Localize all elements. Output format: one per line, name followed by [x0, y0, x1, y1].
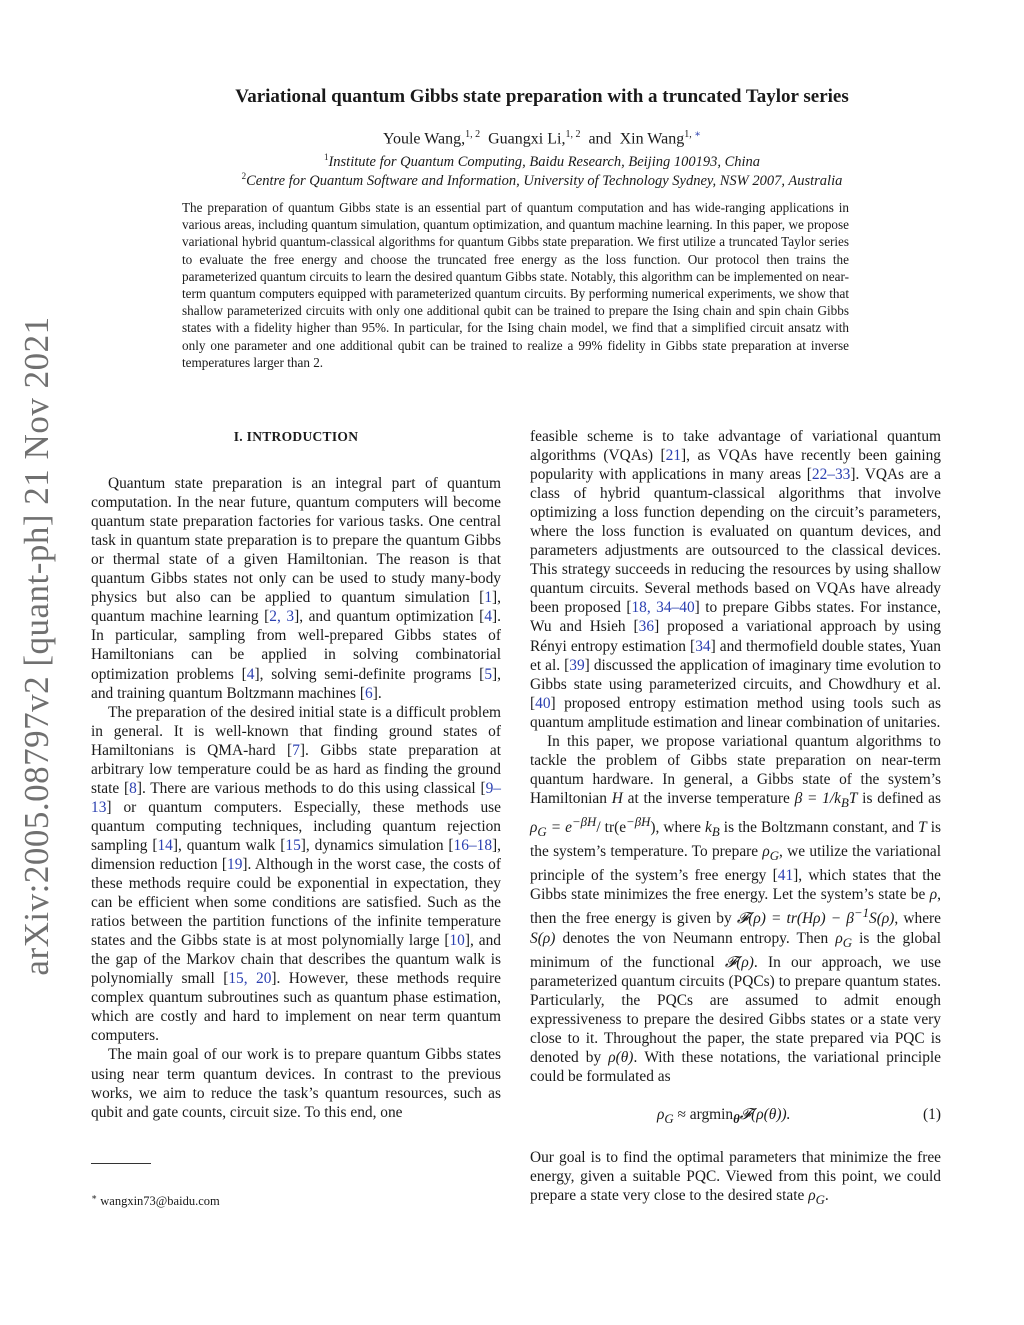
citation-link[interactable]: 10	[449, 932, 465, 950]
abstract: The preparation of quantum Gibbs state is an essential part of quantum computation and has wide-ranging applications in various areas, including quantum simulation, quantum optimization, and quantum machine learning. In this paper, we propose variational hybrid quantum-classical algorithms for quantum Gibbs state preparation. We first utilize a truncated Taylor series to evaluate the free energy and choose the truncated free energy as the loss function. Our protocol then trains the parameterized quantum circuits to learn the desired quantum Gibbs state. Notably, this algorithm can be implemented on near-term quantum computers equipped with parameterized quantum circuits. By performing numerical experiments, we show that shallow parameterized circuits with only one additional qubit can be trained to prepare the Ising chain and spin chain Gibbs states with a fidelity higher than 95%. In particular, for the Ising chain model, we find that a simplified circuit ansatz with only one parameter and one additional qubit can be trained to realize a 99% fidelity in Gibbs state preparation at inverse temperatures larger than 2.	[182, 200, 849, 370]
footnote-divider	[91, 1163, 151, 1164]
citation-link[interactable]: 15	[285, 836, 301, 854]
citation-link[interactable]: 4	[246, 665, 255, 683]
citation-link[interactable]: 34	[695, 637, 711, 655]
corresponding-author-link[interactable]: ∗	[694, 129, 701, 140]
citation-link[interactable]: 15, 20	[228, 970, 272, 988]
citation-link[interactable]: 6	[364, 684, 373, 702]
paper-title: Variational quantum Gibbs state preparation with a truncated Taylor series	[235, 86, 849, 107]
citation-link[interactable]: 18, 34–40	[631, 599, 695, 617]
affiliation	[60, 171, 1024, 190]
equation	[530, 1092, 941, 1144]
author-name: Youle Wang,	[382, 130, 466, 148]
author-name: Xin Wang	[619, 130, 685, 148]
citation-link[interactable]: 4	[484, 608, 493, 626]
arxiv-identifier: arXiv:2005.08797v2 [quant-ph] 21 Nov 2021	[17, 316, 56, 976]
affiliation-mark: 2	[241, 171, 247, 181]
author-affiliation-mark: 1, 2	[565, 129, 581, 140]
author-list	[60, 129, 1024, 148]
affiliation-text: Institute for Quantum Computing, Baidu Research, Beijing 100193, China	[328, 153, 761, 170]
author-name: Guangxi Li,	[488, 130, 566, 148]
footnote-mark: ∗	[91, 1192, 98, 1202]
citation-link[interactable]: 39	[569, 656, 585, 674]
footnote	[91, 1192, 220, 1209]
paragraph: feasible scheme is to take advantage of variational quantum algorithms (VQAs) [21], as VQAs have recently been gaining popularity with applications in many areas [22–33]. VQAs are a class of hybrid quantum-classical algorithms that involve optimizing a loss function depending on the circuit’s parameters, where the loss function is evaluated on quantum devices, and parameters adjustments are outsourced to the classical devices. This strategy succeeds in reducing the resources by using shallow quantum circuits. Several methods based on VQAs have already been proposed [18, 34–40] to prepare Gibbs states. For instance, Wu and Hsieh [36] proposed a variational approach by using Rényi entropy estimation [34] and thermofield double states, Yuan et al. [39] discussed the application of imaginary time evolution to Gibbs state using parameterized circuits, and Chowdhury et al. [40] proposed entropy estimation method using tools such as quantum amplitude estimation and linear combination of unitaries.	[530, 428, 941, 731]
citation-link[interactable]: 36	[638, 618, 655, 636]
author-affiliation-mark: 1, 2	[465, 129, 481, 140]
right-column	[530, 427, 941, 1210]
citation-link[interactable]: 16–18	[453, 836, 493, 854]
citation-link[interactable]: 19	[227, 855, 243, 873]
citation-link[interactable]: 41	[777, 867, 794, 885]
paragraph: The main goal of our work is to prepare quantum Gibbs states using near term quantum devices. In contrast to the previous works, we aim to reduce the task’s quantum resources, such as qubit and gate counts, circuit size. To this end, one	[91, 1046, 501, 1121]
citation-link[interactable]: 40	[535, 694, 551, 712]
citation-link[interactable]: 14	[157, 836, 173, 854]
citation-link[interactable]: 9–13	[91, 779, 501, 816]
citation-link[interactable]: 1	[484, 589, 493, 607]
section-heading: I. INTRODUCTION	[233, 429, 359, 444]
paragraph: Our goal is to find the optimal parameters that minimize the free energy, given a suitable PQC. Viewed from this point, we could prepare a state very close to the desired state $\rho_G$.	[530, 1149, 941, 1208]
paragraph: In this paper, we propose variational quantum algorithms to tackle the problem of Gibbs state preparation on near-term quantum hardware. In general, a Gibbs state of the system’s Hamiltonian H at the inverse temperature $\beta = 1/k_BT$ is defined as $\rho_G = e^{-\beta H}/$ $tr(e^{-\beta H})$, where $k_B$ is the Boltzmann constant, and T is the system’s temperature. To prepare $\rho_G$, we utilize the variational principle of the system’s free energy [41], which states that the Gibbs state minimizes the free energy. Let the system’s state be ρ, then the free energy is given by 𝓕(ρ) = $tr(H\rho) - \beta^{-1}S(\rho)$, where S(ρ) denotes the von Neumann entropy. Then $\rho_G$ is the global minimum of the functional 𝓕(ρ). In our approach, we use parameterized quantum circuits (PQCs) to prepare quantum states. Particularly, the PQCs are assumed to admit enough expressiveness to prepare the desired Gibbs states or a state very close to it. Throughout the paper, the state prepared via PQC is denoted by ρ(θ). With these notations, the variational principle could be formulated as	[530, 732, 942, 1086]
email-link[interactable]: wangxin73@baidu.com	[100, 1194, 220, 1209]
citation-link[interactable]: 2, 3	[269, 608, 295, 626]
citation-link[interactable]: 22–33	[811, 466, 851, 484]
affiliation-mark: 1	[323, 152, 329, 162]
arxiv-sidebar	[14, 316, 60, 976]
author-conjunction: and	[588, 130, 612, 148]
equation-body: $\rho_G$ ≈ argmin$_\theta$𝓕(ρ(θ)).	[657, 1106, 791, 1127]
paragraph: The preparation of the desired initial state is a difficult problem in general. It is well-known that finding ground states of Hamiltonians is QMA-hard [7]. Gibbs state preparation at arbitrary low temperature could be as hard as finding the ground state [8]. There are various methods to do this using classical [9–13] or quantum computers. Especially, these methods use quantum computing techniques, including quantum rejection sampling [14], quantum walk [15], dynamics simulation [16–18], dimension reduction [19]. Although in the worst case, the costs of these methods require could be exponential in expectation, they can be efficient when some conditions are satisfied. Such as the ratios between the partition functions of the infinite temperature states and the Gibbs state is at most polynomially large [10], and the gap of the Markov chain that describes the quantum walk is polynomially small [15, 20]. However, these methods require complex quantum subroutines such as quantum phase estimation, which are costly and hard to implement on near term quantum computers.	[91, 703, 502, 1045]
affiliation-text: Centre for Quantum Software and Information, University of Technology Sydney, NSW 2007, Australia	[246, 172, 843, 189]
paragraph: Quantum state preparation is an integral part of quantum computation. In the near future, quantum computers will become quantum state preparation factories for various tasks. One central task in quantum state preparation is to prepare the quantum Gibbs or thermal state of a given Hamiltonian. The reason is that quantum Gibbs states not only can be used to study many-body physics but also can be applied to quantum simulation [1], quantum machine learning [2, 3], and quantum optimization [4]. In particular, sampling from well-prepared Gibbs states of Hamiltonians can be applied in solving combinatorial optimization problems [4], solving semi-definite programs [5], and training quantum Boltzmann machines [6].	[91, 475, 501, 702]
citation-link[interactable]: 7	[292, 741, 300, 759]
citation-link[interactable]: 8	[129, 779, 137, 797]
equation-number: (1)	[923, 1106, 941, 1124]
left-column	[91, 427, 501, 1122]
author-affiliation-mark: 1,	[684, 129, 695, 140]
citation-link[interactable]: 21	[665, 447, 682, 465]
citation-link[interactable]: 5	[484, 665, 493, 683]
affiliation	[60, 152, 1024, 171]
